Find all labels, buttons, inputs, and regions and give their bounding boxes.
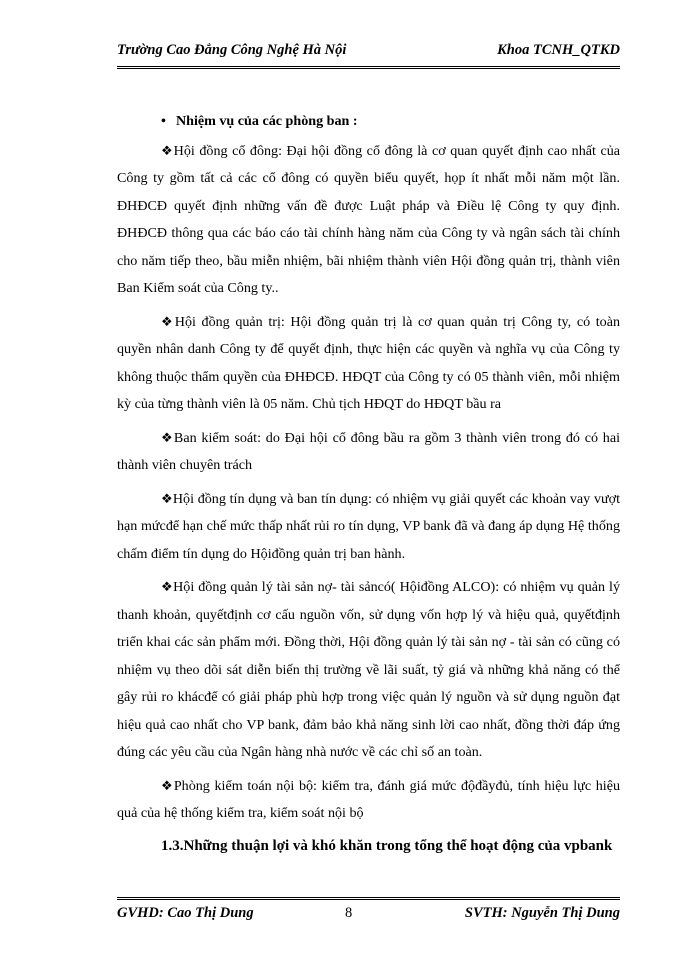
paragraph-text: Ban kiểm soát: do Đại hội cổ đông bầu ra gồm 3 thành viên trong đó có hai thành viên chuyên trách (117, 429, 621, 473)
section-title (161, 108, 620, 136)
paragraph-supervisory (117, 424, 620, 480)
diamond-bullet-icon: ❖ (161, 313, 175, 329)
page-footer (117, 897, 620, 926)
diamond-bullet-icon: ❖ (161, 429, 174, 445)
bullet-icon: • (161, 113, 166, 129)
document-body (117, 108, 620, 860)
footer-supervisor: GVHD: Cao Thị Dung (117, 905, 254, 921)
header-school: Trường Cao Đẳng Công Nghệ Hà Nội (117, 42, 347, 58)
diamond-bullet-icon: ❖ (161, 142, 174, 158)
section-heading: 1.3.Những thuận lợi và khó khăn trong tổng thể hoạt động của vpbank (161, 837, 613, 854)
paragraph-alco (117, 573, 620, 767)
paragraph-shareholders (117, 137, 620, 303)
diamond-bullet-icon: ❖ (161, 490, 173, 506)
paragraph-board (117, 308, 620, 419)
paragraph-credit (117, 485, 620, 569)
header-faculty: Khoa TCNH_QTKD (497, 42, 620, 58)
page-header (117, 42, 620, 69)
footer-student: SVTH: Nguyễn Thị Dung (464, 905, 620, 921)
diamond-bullet-icon: ❖ (161, 579, 174, 594)
paragraph-audit (117, 772, 620, 828)
paragraph-text: Hội đồng tín dụng và ban tín dụng: có nhiệm vụ giải quyết các khoản vay vượt hạn mứcđể hạn chế mức thấp nhất rủi ro tín dụng, VP bank đã và đang áp dụng Hệ thống chấm điểm tín dụng do Hộiđồng quản trị ban hành. (117, 490, 621, 562)
page-number: 8 (345, 905, 353, 921)
section-title-text: Nhiệm vụ của các phòng ban : (175, 113, 358, 129)
paragraph-text: Hội đồng quản lý tài sản nợ- tài sảncó( Hộiđồng ALCO): có nhiệm vụ quản lý thanh khoản, quyếtđịnh cơ cấu nguồn vốn, sử dụng vốn hợp lý và hiệu quả, quyếtđịnh triển khai các sản phẩm mới. Đồng thời, Hội đồng quản lý tài sản nợ - tài sản có cũng có nhiệm vụ theo dõi sát diễn biến thị trường về lãi suất, tỷ giá và những khả năng có thể gây rủi ro khácđể có giải pháp phù hợp trong việc quản lý nguồn và sử dụng nguồn đạt hiệu quả cao nhất cho VP bank, đảm bảo khả năng sinh lời cao nhất, đồng thời đáp ứng đúng các yêu cầu của Ngân hàng nhà nước về các chỉ số an toàn. (117, 579, 621, 760)
paragraph-text: Hội đồng cổ đông: Đại hội đồng cổ đông là cơ quan quyết định cao nhất của Công ty gồm tất cả các cổ đông có quyền biểu quyết, họp ít nhất mỗi năm một lần. ĐHĐCĐ quyết định những vấn đề được Luật pháp và Điều lệ Công ty quy định. ĐHĐCĐ thông qua các báo cáo tài chính hàng năm của Công ty và ngân sách tài chính cho năm tiếp theo, bầu miễn nhiệm, bãi nhiệm thành viên Hội đồng quản trị, thành viên Ban Kiểm soát của Công ty.. (117, 142, 621, 296)
paragraph-text: Hội đồng quản trị: Hội đồng quản trị là cơ quan quản trị Công ty, có toàn quyền nhân danh Công ty để quyết định, thực hiện các quyền và nghĩa vụ của Công ty không thuộc thẩm quyền của ĐHĐCĐ. HĐQT của Công ty có 05 thành viên, mỗi nhiệm kỳ của từng thành viên là 05 năm. Chủ tịch HĐQT do HĐQT bầu ra (117, 313, 621, 412)
diamond-bullet-icon: ❖ (161, 777, 174, 793)
paragraph-text: Phòng kiểm toán nội bộ: kiểm tra, đánh giá mức độđầyđủ, tính hiệu lực hiệu quả của hệ thống kiểm tra, kiểm soát nội bộ (117, 777, 621, 821)
